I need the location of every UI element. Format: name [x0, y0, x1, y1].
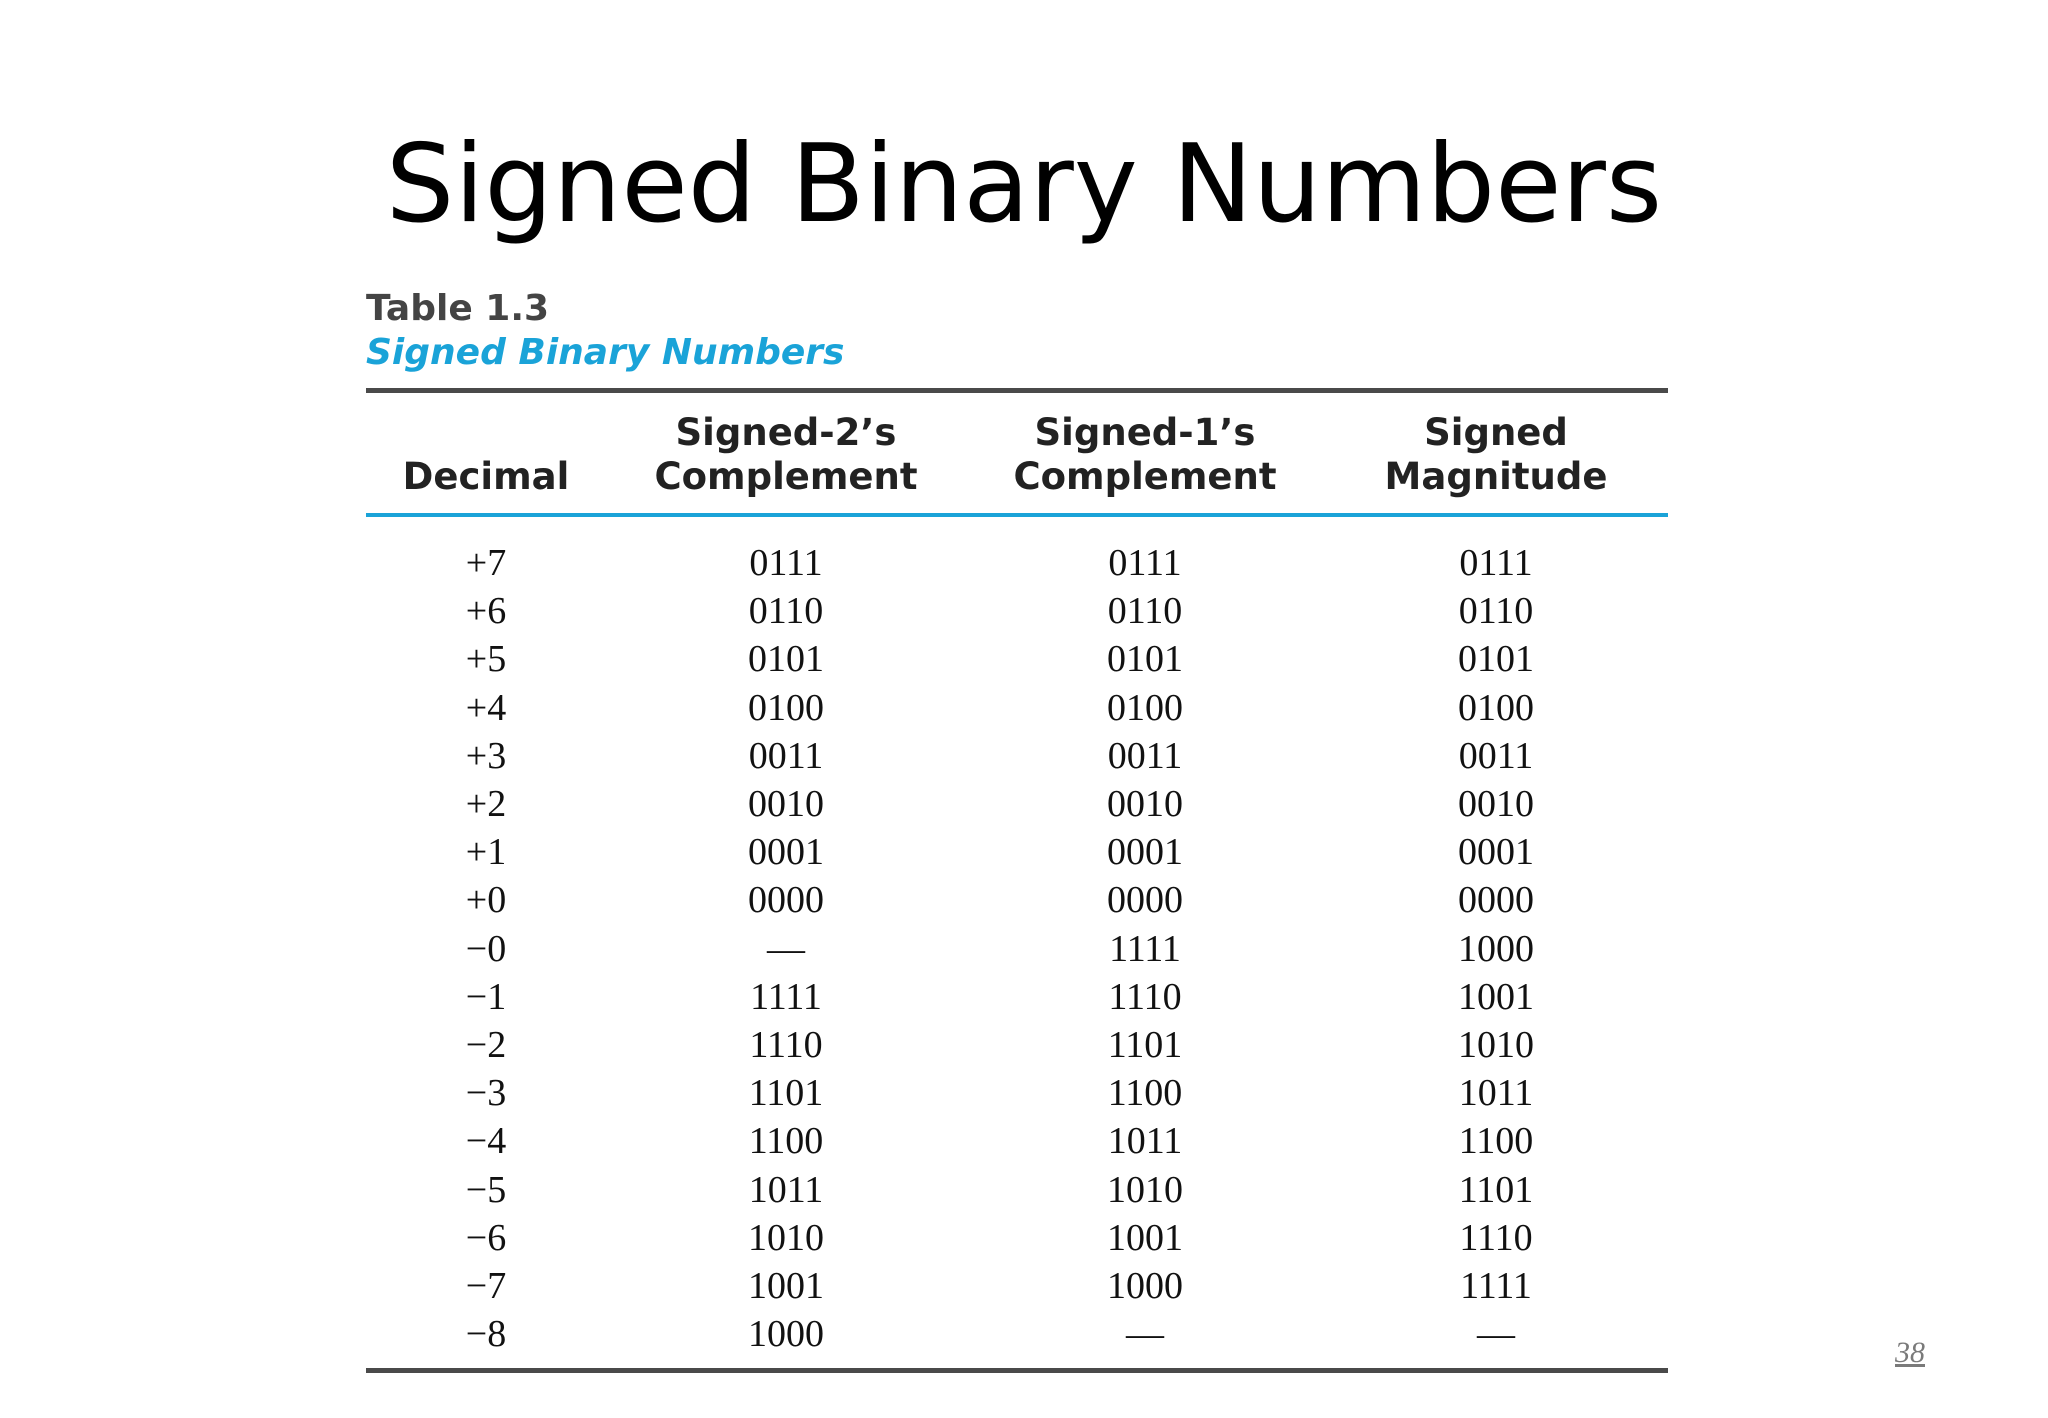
binary-cell: 0111 [1108, 542, 1182, 585]
table-row [366, 780, 1668, 828]
column-header [966, 411, 1324, 513]
binary-cell: 1100 [748, 1120, 824, 1163]
table-row [366, 973, 1668, 1021]
column-header [606, 411, 966, 513]
binary-cell: 1110 [1459, 1216, 1533, 1259]
binary-cell: 0101 [748, 638, 824, 681]
decimal-cell: +5 [465, 638, 507, 681]
decimal-cell: +4 [465, 686, 507, 729]
table-row [366, 732, 1668, 780]
binary-cell: 0011 [1107, 734, 1183, 777]
binary-cell: — [767, 927, 805, 970]
binary-cell: 1000 [1107, 1264, 1183, 1307]
column-header-line: Decimal [402, 455, 570, 498]
decimal-cell: −7 [465, 1264, 507, 1307]
binary-cell: 0101 [1107, 638, 1183, 681]
decimal-cell: +7 [465, 542, 507, 585]
table-row [366, 828, 1668, 876]
binary-cell: 0011 [748, 734, 824, 777]
table-row [366, 684, 1668, 732]
binary-cell: 0000 [1107, 879, 1183, 922]
column-header-line: Magnitude [1384, 455, 1608, 498]
column-header [366, 455, 606, 513]
binary-cell: 0110 [748, 590, 824, 633]
binary-cell: 1110 [749, 1023, 823, 1066]
binary-cell: 0001 [1107, 831, 1183, 874]
column-header-line: Signed-1’s [1034, 411, 1256, 454]
binary-cell: 1100 [1458, 1120, 1534, 1163]
binary-cell: 0111 [749, 542, 823, 585]
binary-cell: 0001 [748, 831, 824, 874]
column-header-line: Complement [654, 455, 918, 498]
binary-cell: 1010 [748, 1216, 824, 1259]
binary-cell: 0010 [1458, 783, 1534, 826]
table-row [366, 1117, 1668, 1165]
binary-cell: 1101 [1458, 1168, 1534, 1211]
binary-cell: 1001 [1458, 975, 1534, 1018]
binary-cell: 1011 [748, 1168, 824, 1211]
table-number: Table 1.3 [366, 288, 550, 329]
decimal-cell: −5 [465, 1168, 507, 1211]
binary-cell: 0101 [1458, 638, 1534, 681]
table-header-row [366, 393, 1668, 513]
table-row [366, 1069, 1668, 1117]
binary-cell: 1101 [1107, 1023, 1183, 1066]
binary-cell: 0100 [1458, 686, 1534, 729]
binary-cell: 0100 [1107, 686, 1183, 729]
decimal-cell: −1 [465, 975, 507, 1018]
column-header [1324, 411, 1668, 513]
binary-cell: 1111 [1109, 927, 1181, 970]
decimal-cell: +0 [465, 879, 507, 922]
slide-title: Signed Binary Numbers [385, 122, 1663, 247]
column-header-line: Complement [1013, 455, 1277, 498]
binary-cell: 1111 [750, 975, 822, 1018]
page-number: 38 [1895, 1336, 1925, 1369]
binary-cell: 0111 [1459, 542, 1533, 585]
column-header-line: Signed [1424, 411, 1568, 454]
table-row [366, 539, 1668, 587]
decimal-cell: −8 [465, 1313, 507, 1356]
table-bottom-rule [366, 1368, 1668, 1373]
binary-cell: 1110 [1108, 975, 1182, 1018]
binary-cell: 1000 [748, 1313, 824, 1356]
decimal-cell: −0 [465, 927, 507, 970]
table-block [366, 288, 1668, 1373]
binary-cell: — [1126, 1313, 1164, 1356]
decimal-cell: +6 [465, 590, 507, 633]
decimal-cell: +1 [465, 831, 507, 874]
binary-cell: 0110 [1107, 590, 1183, 633]
decimal-cell: −2 [465, 1023, 507, 1066]
binary-cell: 1010 [1458, 1023, 1534, 1066]
binary-cell: 0110 [1458, 590, 1534, 633]
binary-cell: 0001 [1458, 831, 1534, 874]
binary-cell: 0000 [1458, 879, 1534, 922]
table-row [366, 635, 1668, 683]
table-body [366, 517, 1668, 1358]
binary-cell: 1100 [1107, 1072, 1183, 1115]
binary-cell: 1000 [1458, 927, 1534, 970]
decimal-cell: +2 [465, 783, 507, 826]
binary-cell: 1010 [1107, 1168, 1183, 1211]
binary-cell: 0100 [748, 686, 824, 729]
binary-cell: 1001 [748, 1264, 824, 1307]
table-row [366, 1165, 1668, 1213]
binary-cell: — [1477, 1313, 1515, 1356]
binary-cell: 1111 [1460, 1264, 1532, 1307]
table-caption: Signed Binary Numbers [366, 332, 845, 373]
binary-cell: 1011 [1107, 1120, 1183, 1163]
table-row [366, 1214, 1668, 1262]
table-row [366, 925, 1668, 973]
decimal-cell: −4 [465, 1120, 507, 1163]
table-row [366, 1021, 1668, 1069]
table-row [366, 1310, 1668, 1358]
decimal-cell: −3 [465, 1072, 507, 1115]
binary-cell: 1011 [1458, 1072, 1534, 1115]
table-row [366, 1262, 1668, 1310]
binary-cell: 1001 [1107, 1216, 1183, 1259]
decimal-cell: −6 [465, 1216, 507, 1259]
binary-cell: 0011 [1458, 734, 1534, 777]
binary-cell: 0000 [748, 879, 824, 922]
table-row [366, 876, 1668, 924]
binary-cell: 1101 [748, 1072, 824, 1115]
binary-cell: 0010 [1107, 783, 1183, 826]
decimal-cell: +3 [465, 734, 507, 777]
table-row [366, 587, 1668, 635]
column-header-line: Signed-2’s [675, 411, 897, 454]
binary-cell: 0010 [748, 783, 824, 826]
